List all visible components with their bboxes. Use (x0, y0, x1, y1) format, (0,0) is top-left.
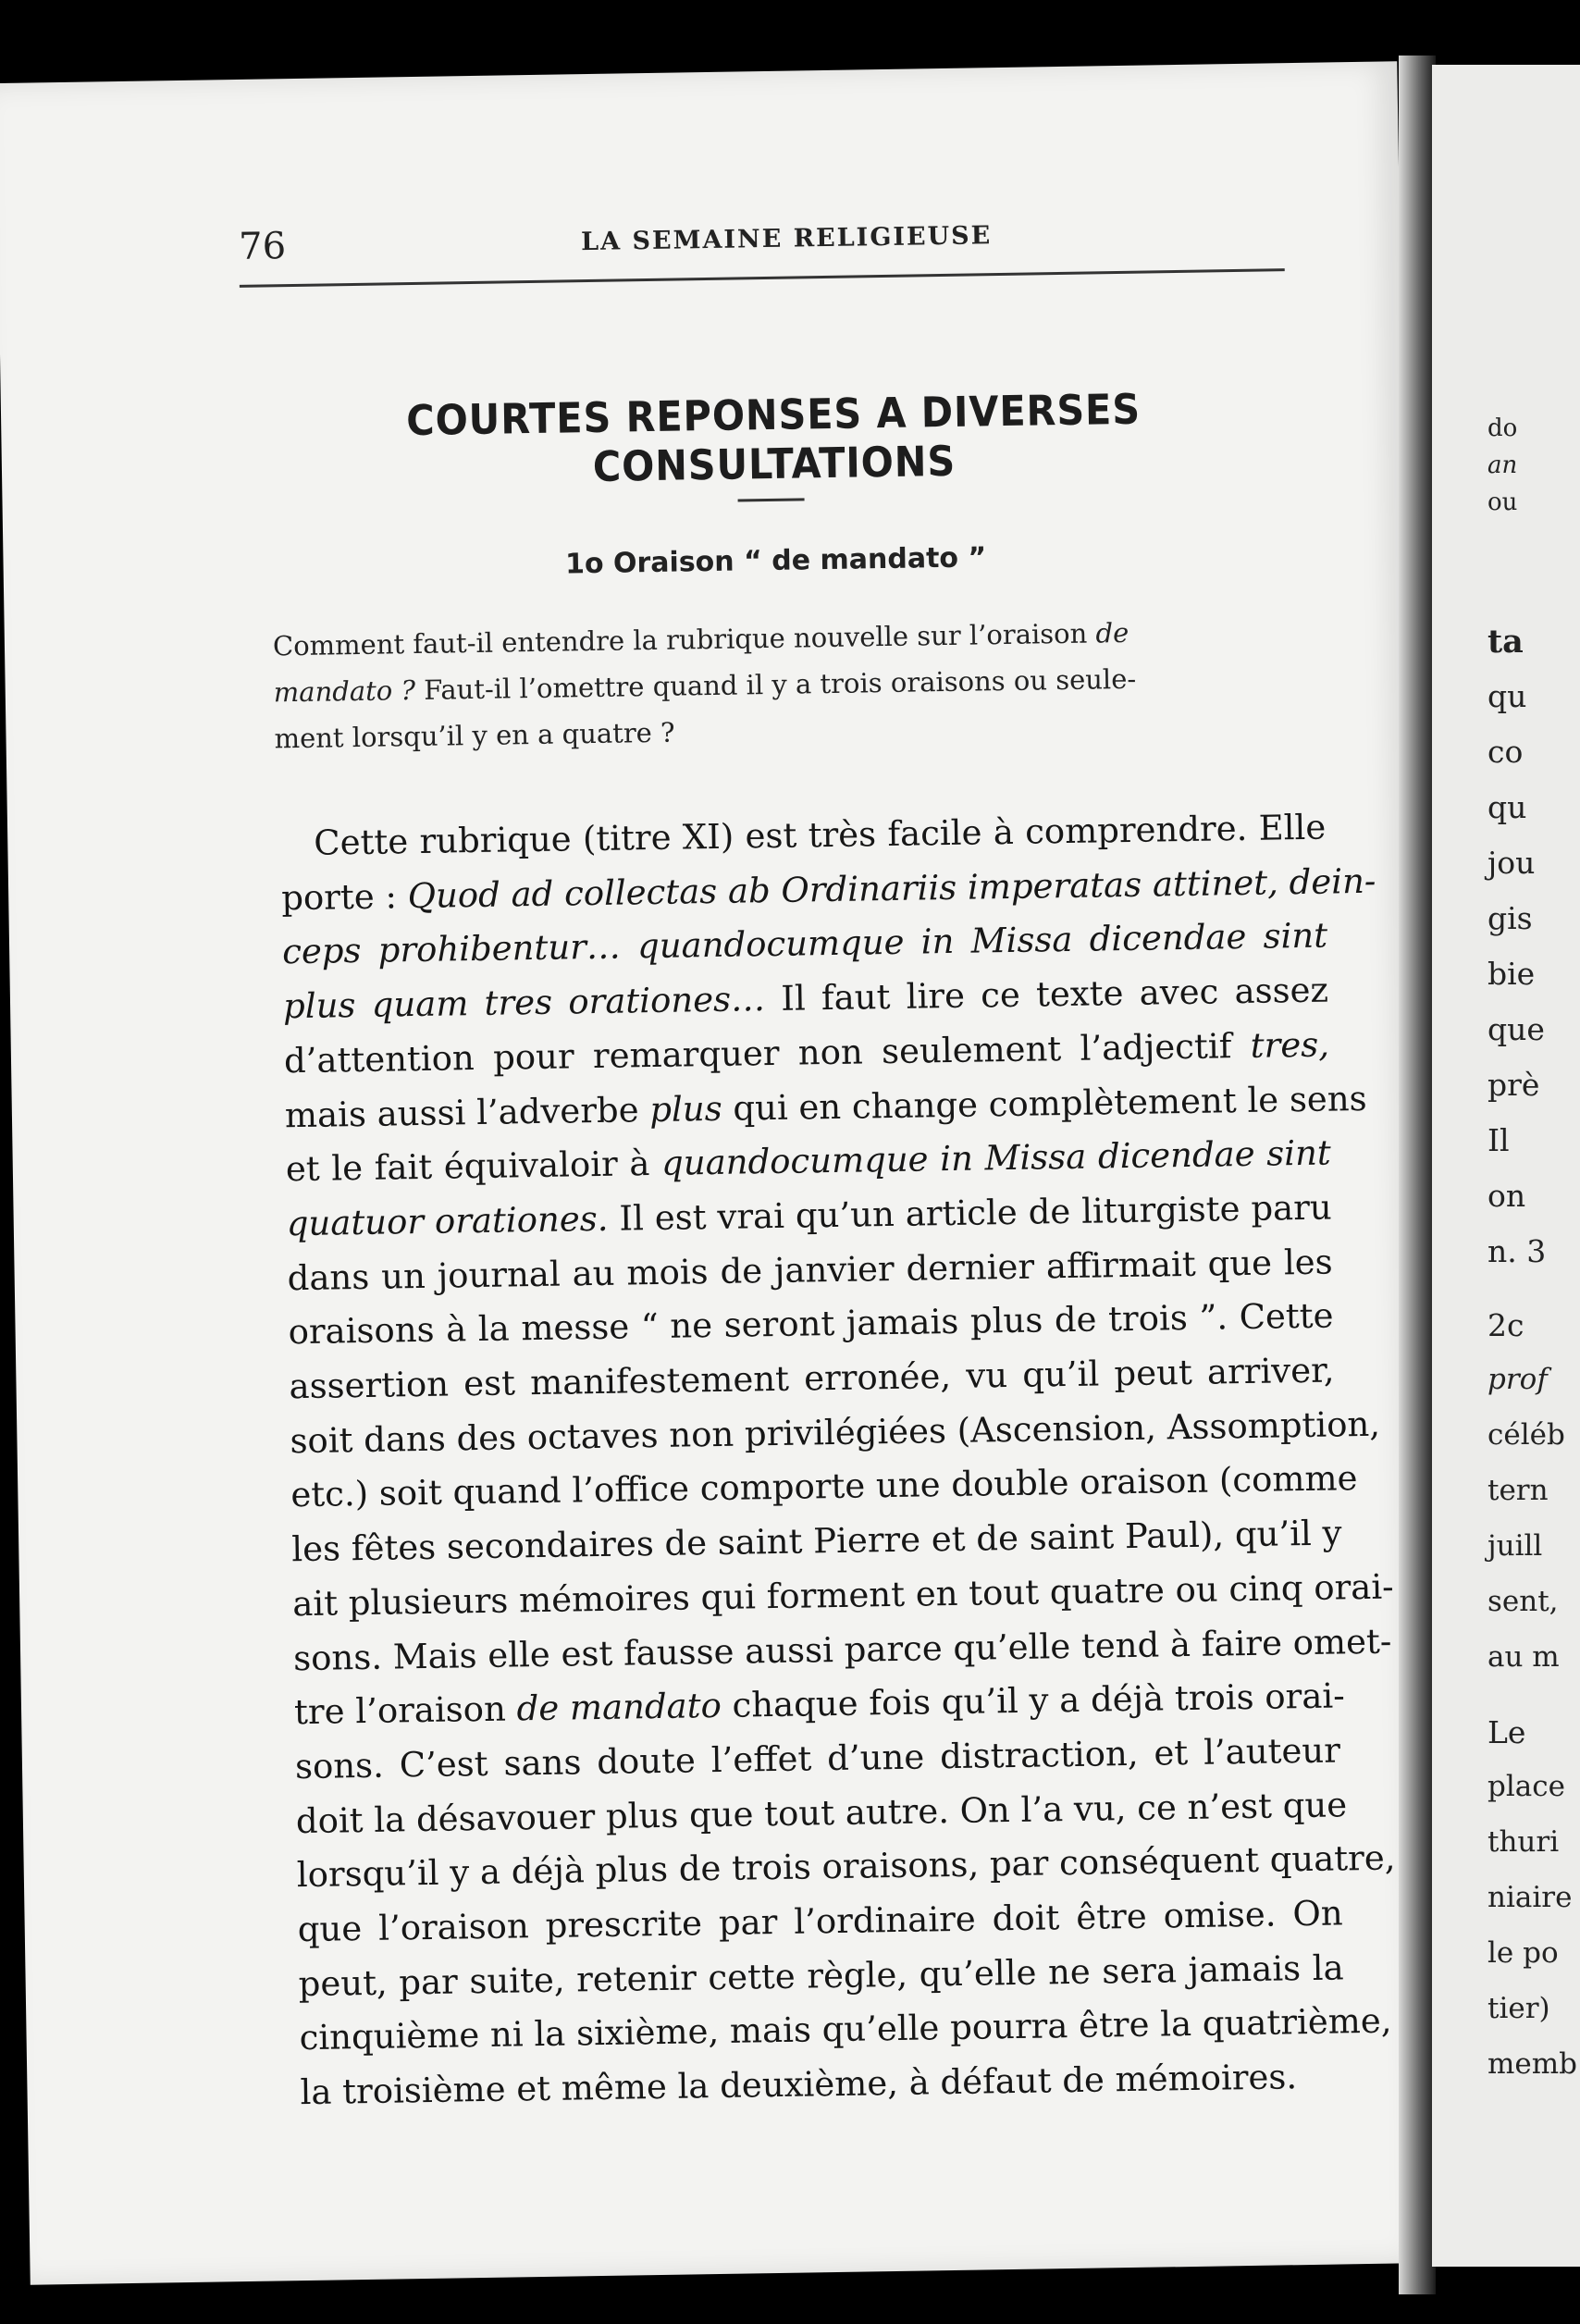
running-header (239, 202, 1285, 274)
right-page-fragment: ou (1487, 488, 1518, 516)
right-page-fragment: bie (1487, 956, 1536, 992)
article-title: COURTES REPONSES A DIVERSES CONSULTATIONS (405, 384, 1142, 491)
right-page-fragment: thuri (1487, 1825, 1560, 1859)
right-page-fragment: niaire (1487, 1881, 1573, 1914)
answer-paragraph (280, 801, 1396, 2120)
question-line: mandato ? Faut-il l’omettre quand il y a trois oraisons ou seule- (273, 662, 1137, 709)
answer-line: mais aussi l’adverbe plus qui en change complètement le sens (284, 1078, 1367, 1135)
left-page (0, 61, 1432, 2285)
right-page-fragment: que (1487, 1011, 1545, 1047)
answer-line: tre l’oraison de mandato chaque fois qu’il y a déjà trois orai- (293, 1675, 1345, 1733)
right-page-fragment: on (1487, 1178, 1526, 1214)
right-page-fragment: Il (1487, 1122, 1510, 1158)
right-page-fragment: au m (1487, 1640, 1560, 1674)
answer-line: oraisons à la messe “ ne seront jamais plus de trois ”. Cette (288, 1295, 1334, 1353)
header-rule (240, 268, 1285, 288)
right-page-edge (1432, 65, 1580, 2267)
question-line: Comment faut-il entendre la rubrique nouvelle sur l’oraison de (272, 616, 1129, 662)
right-page-fragment: céléb (1487, 1418, 1565, 1452)
answer-line: les fêtes secondaires de saint Pierre et de saint Paul), qu’il y (290, 1513, 1342, 1570)
right-page-fragment: co (1487, 734, 1524, 770)
answer-line: assertion est manifestement erronée, vu qu’il peut arriver, (289, 1350, 1335, 1407)
right-page-fragment: place (1487, 1770, 1565, 1803)
answer-line: que l’oraison prescrite par l’ordinaire doit être omise. On (297, 1893, 1343, 1950)
right-page-fragment: n. 3 (1487, 1233, 1547, 1269)
answer-line: ceps prohibentur… quandocumque in Missa dicendae sint (281, 915, 1328, 972)
answer-line: dans un journal au mois de janvier dernier affirmait que les (287, 1242, 1333, 1298)
answer-line: etc.) soit quand l’office comporte une double oraison (comme (290, 1458, 1358, 1515)
answer-line: Cette rubrique (titre XI) est très facile à comprendre. Elle (314, 807, 1327, 863)
right-page-fragment: 2c (1487, 1307, 1524, 1343)
answer-line: doit la désavouer plus que tout autre. On l’a vu, ce n’est que (295, 1784, 1348, 1841)
right-page-fragment: memb (1487, 2047, 1577, 2081)
book-gutter (1399, 56, 1436, 2294)
answer-line: soit dans des octaves non privilégiées (Ascension, Assomption, (290, 1403, 1381, 1461)
answer-line: sons. Mais elle est fausse aussi parce qu’elle tend à faire omet- (292, 1621, 1392, 1678)
right-page-fragment: tier) (1487, 1992, 1550, 2025)
right-page-fragment: an (1487, 451, 1518, 479)
right-page-fragment: tern (1487, 1474, 1549, 1507)
answer-line: quatuor orationes. Il est vrai qu’un article de liturgiste paru (286, 1187, 1333, 1244)
answer-line: peut, par suite, retenir cette règle, qu’elle ne sera jamais la (298, 1947, 1344, 2004)
page-number: 76 (238, 225, 287, 268)
right-page-fragment: qu (1487, 678, 1527, 714)
right-page-fragment: do (1487, 414, 1518, 442)
answer-line: et le fait équivaloir à quandocumque in Missa dicendae sint (285, 1132, 1332, 1190)
answer-line: la troisième et même la deuxième, à défaut de mémoires. (300, 2057, 1298, 2113)
answer-line: plus quam tres orationes… Il faut lire ce texte avec assez (282, 970, 1329, 1027)
answer-line: d’attention pour remarquer non seulement l’adjectif tres, (283, 1024, 1330, 1082)
right-page-fragment: Le (1487, 1714, 1526, 1750)
answer-line: cinquième ni la sixième, mais qu’elle pourra être la quatrième, (299, 2001, 1392, 2058)
right-page-fragment: gis (1487, 900, 1533, 936)
answer-line: sons. C’est sans doute l’effet d’une distraction, et l’auteur (294, 1730, 1341, 1787)
right-page-fragment: juill (1487, 1529, 1543, 1563)
answer-line: ait plusieurs mémoires qui forment en tout quatre ou cinq orai- (291, 1566, 1394, 1625)
right-page-fragment: prè (1487, 1067, 1540, 1103)
running-title: LA SEMAINE RELIGIEUSE (580, 221, 993, 257)
title-rule (738, 498, 805, 501)
right-page-fragment: le po (1487, 1936, 1559, 1970)
right-page-fragment: jou (1487, 845, 1536, 881)
answer-line: porte : Quod ad collectas ab Ordinariis imperatas attinet, dein- (280, 860, 1376, 919)
right-page-fragment: sent, (1487, 1585, 1559, 1618)
right-page-fragment: prof (1487, 1363, 1548, 1396)
answer-line: lorsqu’il y a déjà plus de trois oraisons, par conséquent quatre, (296, 1837, 1396, 1896)
section-heading: 1o Oraison “ de mandato ” (564, 541, 987, 581)
right-page-fragment: ta (1487, 623, 1524, 661)
question-paragraph (273, 607, 1311, 762)
question-line: ment lorsqu’il y en a quatre ? (274, 716, 675, 755)
right-page-fragment: qu (1487, 789, 1527, 825)
